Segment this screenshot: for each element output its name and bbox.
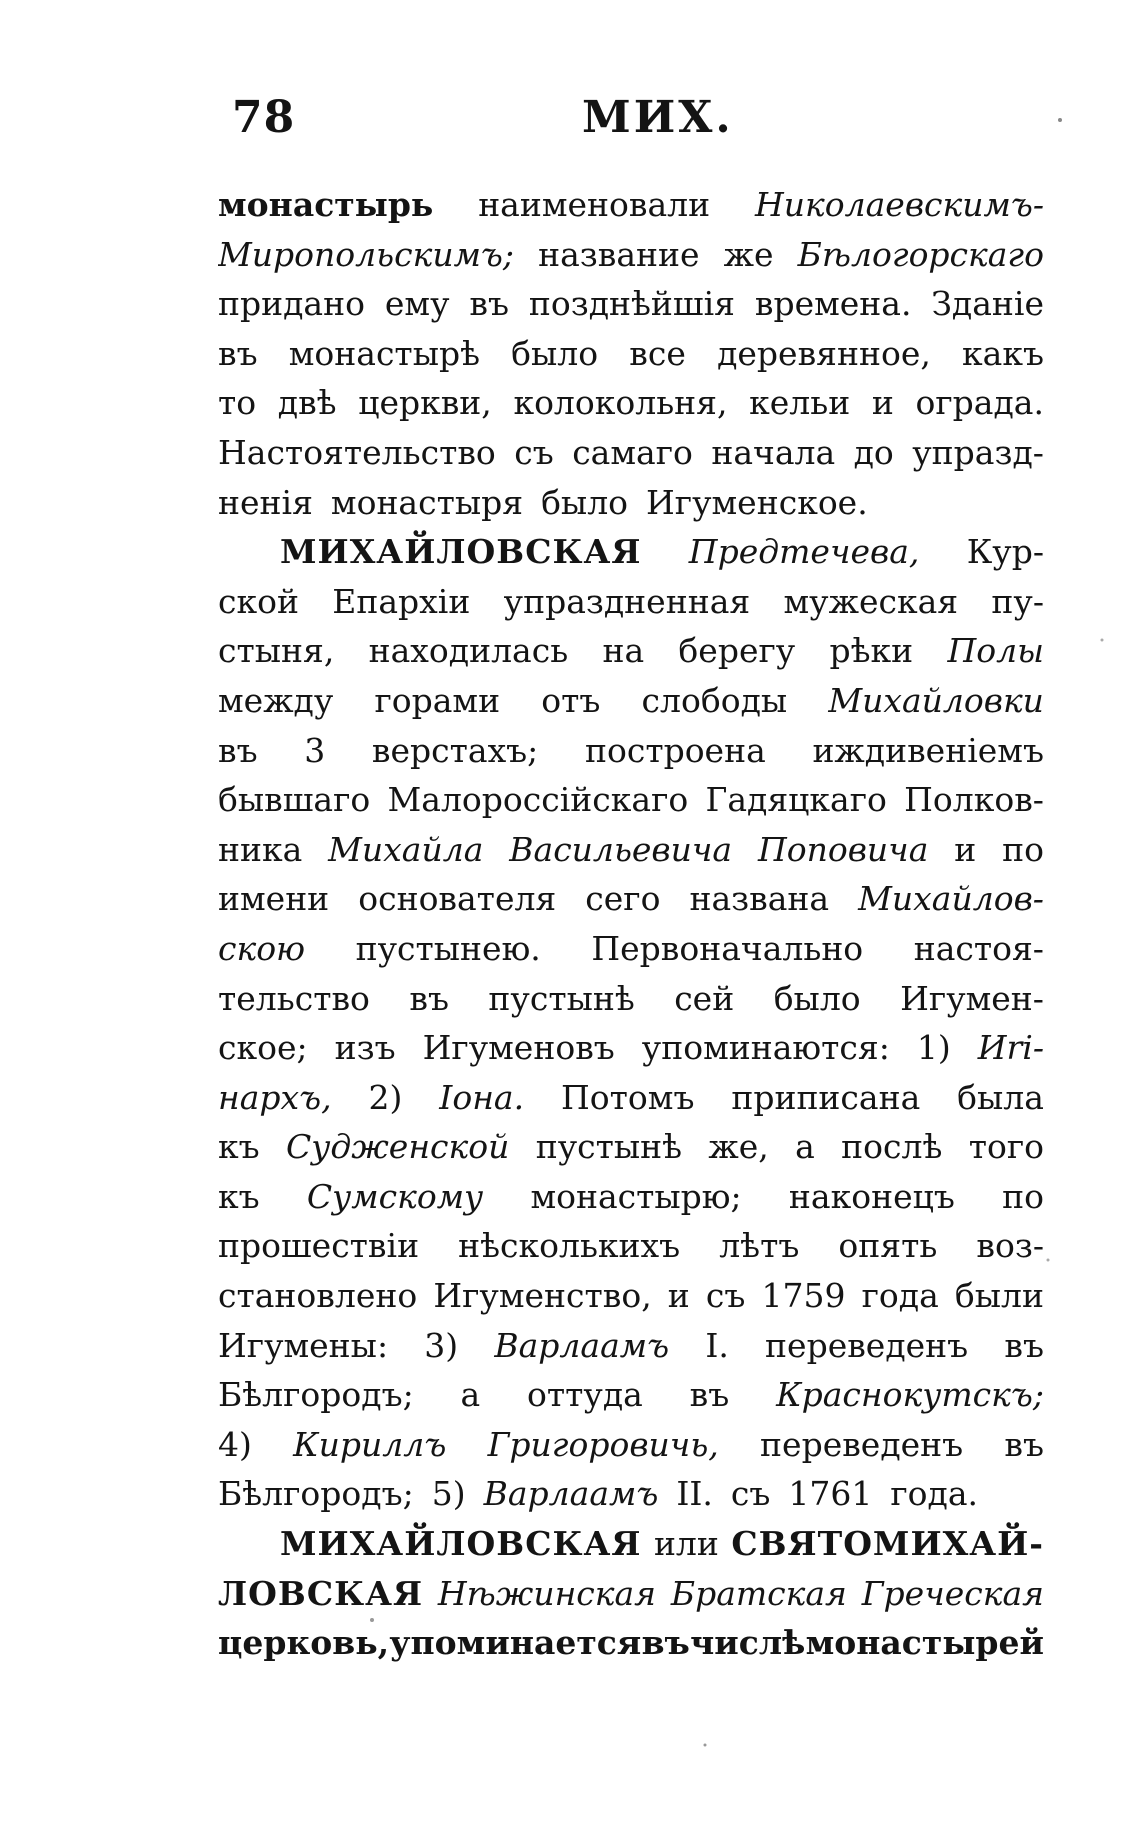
word: въ [641,1623,690,1663]
word: воз- [976,1226,1044,1266]
word: времена. [754,284,912,324]
word: тельство [218,978,370,1018]
word: пустынѣ [535,1127,683,1167]
word: берегу [678,631,796,671]
word: 4) [218,1424,252,1464]
word: по [1002,829,1044,869]
body-text [218,180,1044,1668]
word: ское; [218,1028,308,1068]
text-line [218,527,1044,577]
word: наконецъ [788,1176,955,1216]
word: и [871,383,894,423]
word: Зданіе [931,284,1044,324]
word: Игумены: [218,1325,389,1365]
word: къ [218,1127,260,1167]
word: Михайловки [828,680,1044,720]
word: нѣсколькихъ [458,1226,681,1266]
word: монастырю; [530,1176,742,1216]
word: слободы [641,680,788,720]
word: монастырей [805,1623,1044,1663]
word: Кириллъ [293,1424,447,1464]
word: на [602,631,645,671]
word: Краснокутскъ; [776,1375,1044,1415]
word: ограда. [915,383,1044,423]
text-line [218,478,1044,528]
word: Кур- [966,532,1044,572]
word: Игуменское. [646,482,868,522]
word: по [1002,1176,1044,1216]
word: Михайлов- [858,879,1044,919]
word: какъ [962,333,1044,373]
word: скою [218,928,306,968]
word: Варлаамъ [494,1325,670,1365]
text-line [218,1370,1044,1420]
word: нархъ, [218,1077,332,1117]
word: начала [711,432,836,472]
word: Бѣлгородъ; [218,1375,414,1415]
word: основателя [358,879,557,919]
word: а [795,1127,815,1167]
word: и [667,1276,690,1316]
word: настоя- [913,928,1044,968]
word: монастырѣ [288,333,480,373]
word: съ [514,432,554,472]
word: названа [689,879,830,919]
text-line [218,1569,1044,1619]
word: съ [730,1474,771,1514]
word: монастыря [330,482,524,522]
word: въ [218,333,258,373]
word: самаго [572,432,693,472]
page-header [232,92,1052,152]
text-line [218,577,1044,627]
word: числѣ [690,1623,806,1663]
word: Предтечева, [688,532,920,572]
text-line [218,1469,1044,1519]
text-line [218,180,1044,230]
word: Игуменовъ [422,1028,615,1068]
word: ской [218,581,299,621]
word: II. [676,1474,713,1514]
text-line [218,626,1044,676]
word: монастырь [218,185,434,224]
word: то [218,383,257,423]
word: переведенъ [765,1325,969,1365]
word: 1759 [761,1276,846,1316]
text-line [218,974,1044,1024]
word: Бѣлгородъ; [218,1474,414,1514]
text-line [218,230,1044,280]
text-line [218,329,1044,379]
word: же, [708,1127,769,1167]
word: упоминаются: [641,1028,890,1068]
text-line [218,1122,1044,1172]
word: Потомъ [561,1077,695,1117]
word: въ [1004,1325,1044,1365]
text-line [218,775,1044,825]
word: находилась [368,631,569,671]
word: 3 [304,730,326,770]
word: церковь, [218,1623,390,1663]
word: верстахъ; [371,730,539,770]
word: Михайла [328,829,484,869]
word: Полы [947,631,1044,671]
word: ему [384,284,450,324]
word: название [538,234,700,274]
word: до [853,432,894,472]
word: Игуменство, [433,1276,652,1316]
word: Игумен- [900,978,1044,1018]
word: пу- [991,581,1044,621]
word: ненія [218,482,313,522]
word: же [723,234,774,274]
text-line [218,1519,1044,1569]
text-line [218,924,1044,974]
page-number: 78 [232,92,296,143]
word: и [954,829,977,869]
word: 3) [424,1325,459,1365]
word: къ [218,1176,260,1216]
word: 2) [368,1077,403,1117]
word: ника [218,829,303,869]
word: колокольня, [513,383,728,423]
word: въ [218,730,258,770]
word: становлено [218,1276,418,1316]
word: Судженской [285,1127,510,1167]
word: позднѣйшія [528,284,735,324]
word: въ [469,284,509,324]
text-line [218,1420,1044,1470]
word: Полков- [904,780,1044,820]
word: въ [1004,1424,1044,1464]
word: стыня, [218,631,335,671]
word: деревянное, [717,333,931,373]
word: года [861,1276,939,1316]
word: ЛОВСКАЯ [218,1573,424,1613]
word: церкви, [358,383,492,423]
word: Гадяцкаго [705,780,887,820]
word: были [954,1276,1044,1316]
word: Васильевича [509,829,733,869]
running-head: МИХ. [582,92,734,143]
word: Іона. [439,1077,525,1117]
text-line [218,279,1044,329]
text-line [218,1271,1044,1321]
word: пустынѣ [488,978,635,1018]
word: или [653,1524,719,1564]
word: Миропольскимъ; [218,234,515,274]
word: того [968,1127,1044,1167]
word: СВЯТОМИХАЙ- [731,1524,1044,1564]
text-line [218,676,1044,726]
word: Нѣжинская [437,1573,657,1613]
word: упоминается [389,1623,642,1663]
word: бывшаго [218,780,371,820]
word: между [218,680,334,720]
word: въ [689,1375,730,1415]
word: рѣки [829,631,914,671]
word: переведенъ [760,1424,964,1464]
word: опять [838,1226,938,1266]
text-line [218,1618,1044,1668]
word: наименовали [478,185,711,224]
word: Епархіи [332,581,471,621]
word: горами [374,680,501,720]
word: упраздненная [503,581,751,621]
word: а [460,1375,481,1415]
word: Сумскому [306,1176,484,1216]
word: МИХАЙЛОВСКАЯ [280,532,642,572]
word: иждивеніемъ [812,730,1044,770]
word: кельи [749,383,851,423]
word: Греческая [861,1573,1044,1613]
word: Настоятельство [218,432,496,472]
word: сего [585,879,661,919]
word: 5) [431,1474,466,1514]
word: изъ [334,1028,396,1068]
word: I. [705,1325,729,1365]
text-line [218,726,1044,776]
word: года. [890,1474,979,1514]
text-line [218,1321,1044,1371]
word: 1761 [788,1474,873,1514]
word: МИХАЙЛОВСКАЯ [280,1524,642,1564]
text-line [218,1172,1044,1222]
word: двѣ [277,383,337,423]
word: имени [218,879,330,919]
text-line [218,825,1044,875]
word: все [629,333,686,373]
word: прошествіи [218,1226,420,1266]
text-line [218,378,1044,428]
word: придано [218,284,365,324]
word: упразд- [912,432,1044,472]
text-line [218,1023,1044,1073]
word: 1) [916,1028,951,1068]
text-line [218,1073,1044,1123]
word: было [511,333,599,373]
word: лѣтъ [719,1226,800,1266]
word: въ [409,978,449,1018]
text-line [218,428,1044,478]
word: послѣ [841,1127,943,1167]
word: съ [705,1276,746,1316]
text-line [218,1221,1044,1271]
word: Иri- [977,1028,1044,1068]
text-line [218,874,1044,924]
word: Бѣлогорскаго [797,234,1044,274]
word: Варлаамъ [483,1474,659,1514]
word: Малороссійскаго [387,780,689,820]
word: Николаевскимъ- [755,185,1044,224]
word: была [957,1077,1044,1117]
word: мужеская [783,581,959,621]
word: сей [674,978,735,1018]
word: Братская [670,1573,847,1613]
word: приписана [731,1077,921,1117]
word: оттуда [527,1375,643,1415]
word: Первоначально [591,928,864,968]
word: Григоровичь, [487,1424,719,1464]
word: построена [584,730,766,770]
word: было [541,482,629,522]
word: было [773,978,861,1018]
word: пустынею. [355,928,541,968]
word: Поповича [757,829,929,869]
word: отъ [541,680,601,720]
